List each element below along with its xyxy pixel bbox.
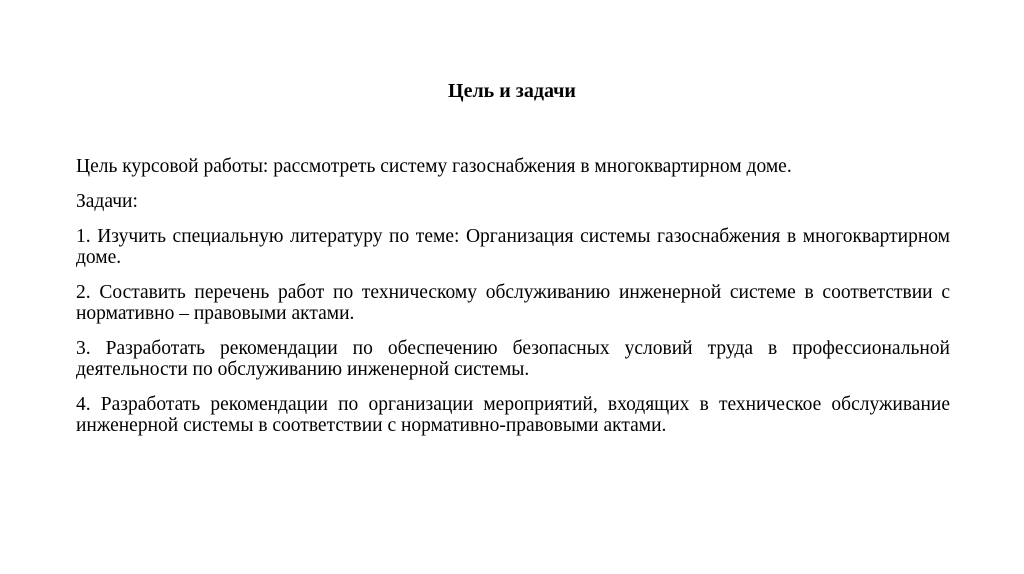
goal-text: Цель курсовой работы: рассмотреть систему газоснабжения в многоквартирном доме.: [76, 156, 792, 177]
tasks-heading: Задачи:: [76, 191, 138, 212]
slide-content: [76, 156, 950, 450]
slide-title: Цель и задачи: [448, 80, 576, 102]
task-item: 4. Разработать рекомендации по организации мероприятий, входящих в техническое обслуживание инженерной системы в соответствии с нормативно-правовыми актами.: [76, 394, 950, 436]
task-item: 1. Изучить специальную литературу по теме: Организация системы газоснабжения в многоквартирном доме.: [76, 226, 950, 268]
task-item: 3. Разработать рекомендации по обеспечению безопасных условий труда в профессиональной деятельности по обслуживанию инженерной системы.: [76, 338, 950, 380]
task-item: 2. Составить перечень работ по техническому обслуживанию инженерной системе в соответствии с нормативно – правовыми актами.: [76, 282, 950, 324]
